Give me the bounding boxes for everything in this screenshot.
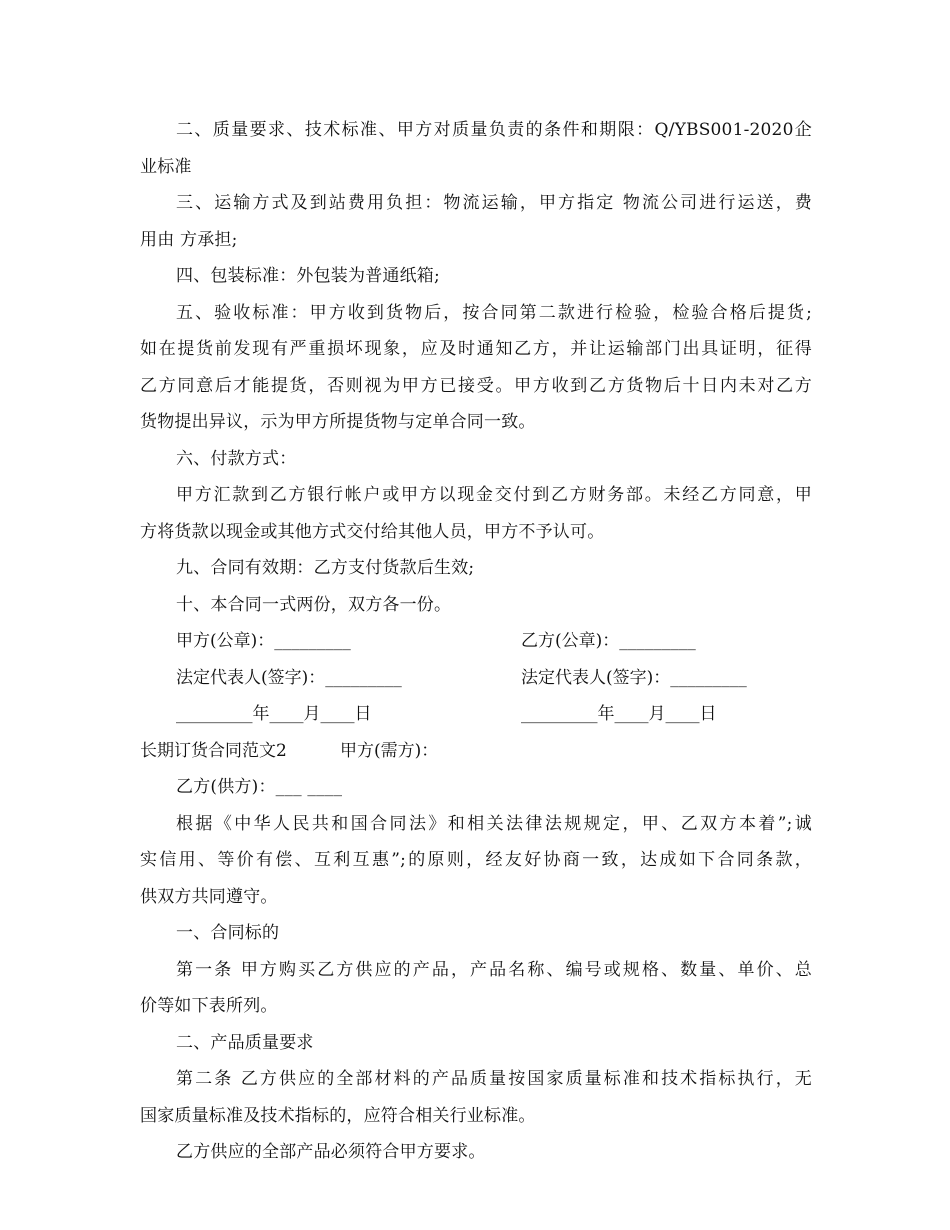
paragraph-line: 乙方供应的全部产品必须符合甲方要求。 [176, 1142, 486, 1162]
party-a-buyer: 甲方(需方)： [340, 740, 439, 761]
paragraph-line: 甲方汇款到乙方银行帐户或甲方以现金交付到乙方财务部。未经乙方同意，甲 [176, 485, 812, 505]
paragraph-line: 十、本合同一式两份，双方各一份。 [176, 594, 452, 615]
paragraph-line: 业标准 [140, 156, 192, 177]
paragraph-line: 价等如下表所列。 [140, 996, 278, 1016]
signature-row-seal [140, 623, 812, 660]
paragraph-line: 供双方共同遵守。 [140, 886, 278, 907]
paragraph-line: 四、包装标准：外包装为普通纸箱; [176, 266, 440, 286]
paragraph-line: 六、付款方式： [176, 448, 297, 469]
paragraph-line: 第二条 乙方供应的全部材料的产品质量按国家质量标准和技术指标执行，无 [176, 1069, 812, 1089]
party-a-representative: 法定代表人(签字)：_________ [176, 667, 402, 688]
paragraph-line: 五、验收标准：甲方收到货物后，按合同第二款进行检验，检验合格后提货; [176, 302, 812, 323]
paragraph-line: 二、质量要求、技术标准、甲方对质量负责的条件和期限：Q/YBS001-2020企 [176, 120, 812, 140]
party-b-date: _________年____月____日 [521, 704, 717, 724]
section-title: 长期订货合同范文2 [140, 740, 287, 761]
paragraph-line: 第一条 甲方购买乙方供应的产品，产品名称、编号或规格、数量、单价、总 [176, 959, 812, 980]
paragraph-line: 国家质量标准及技术指标的，应符合相关行业标准。 [140, 1105, 536, 1126]
party-a-date: _________年____月____日 [176, 704, 372, 724]
paragraph-line: 九、合同有效期：乙方支付货款后生效; [176, 558, 475, 578]
party-b-seal: 乙方(公章)：_________ [521, 631, 696, 651]
paragraph-line: 三、运输方式及到站费用负担：物流运输，甲方指定 物流公司进行运送，费 [176, 193, 812, 213]
paragraph-line: 货物提出异议，示为甲方所提货物与定单合同一致。 [140, 412, 536, 432]
paragraph-line: 方将货款以现金或其他方式交付给其他人员，甲方不予认可。 [140, 521, 605, 542]
party-a-seal: 甲方(公章)：_________ [176, 631, 351, 651]
party-b-supplier: 乙方(供方)：___ ____ [176, 777, 343, 797]
paragraph-line: 用由 方承担; [140, 229, 238, 250]
document-page [140, 112, 812, 1171]
signature-row-representative [140, 660, 812, 697]
paragraph-line: 如在提货前发现有严重损坏现象，应及时通知乙方，并让运输部门出具证明，征得 [140, 339, 812, 359]
party-b-representative: 法定代表人(签字)：_________ [521, 667, 747, 688]
paragraph-line: 二、产品质量要求 [176, 1032, 314, 1053]
paragraph-line: 乙方同意后才能提货，否则视为甲方已接受。甲方收到乙方货物后十日内未对乙方 [140, 375, 812, 396]
paragraph-line: 实信用、等价有偿、互利互惠”;的原则，经友好协商一致，达成如下合同条款， [140, 850, 812, 870]
section-heading-row [140, 733, 812, 770]
paragraph-line: 一、合同标的 [176, 923, 280, 943]
paragraph-line: 根据《中华人民共和国合同法》和相关法律法规规定，甲、乙双方本着”;诚 [176, 813, 812, 834]
signature-row-date [140, 696, 812, 733]
